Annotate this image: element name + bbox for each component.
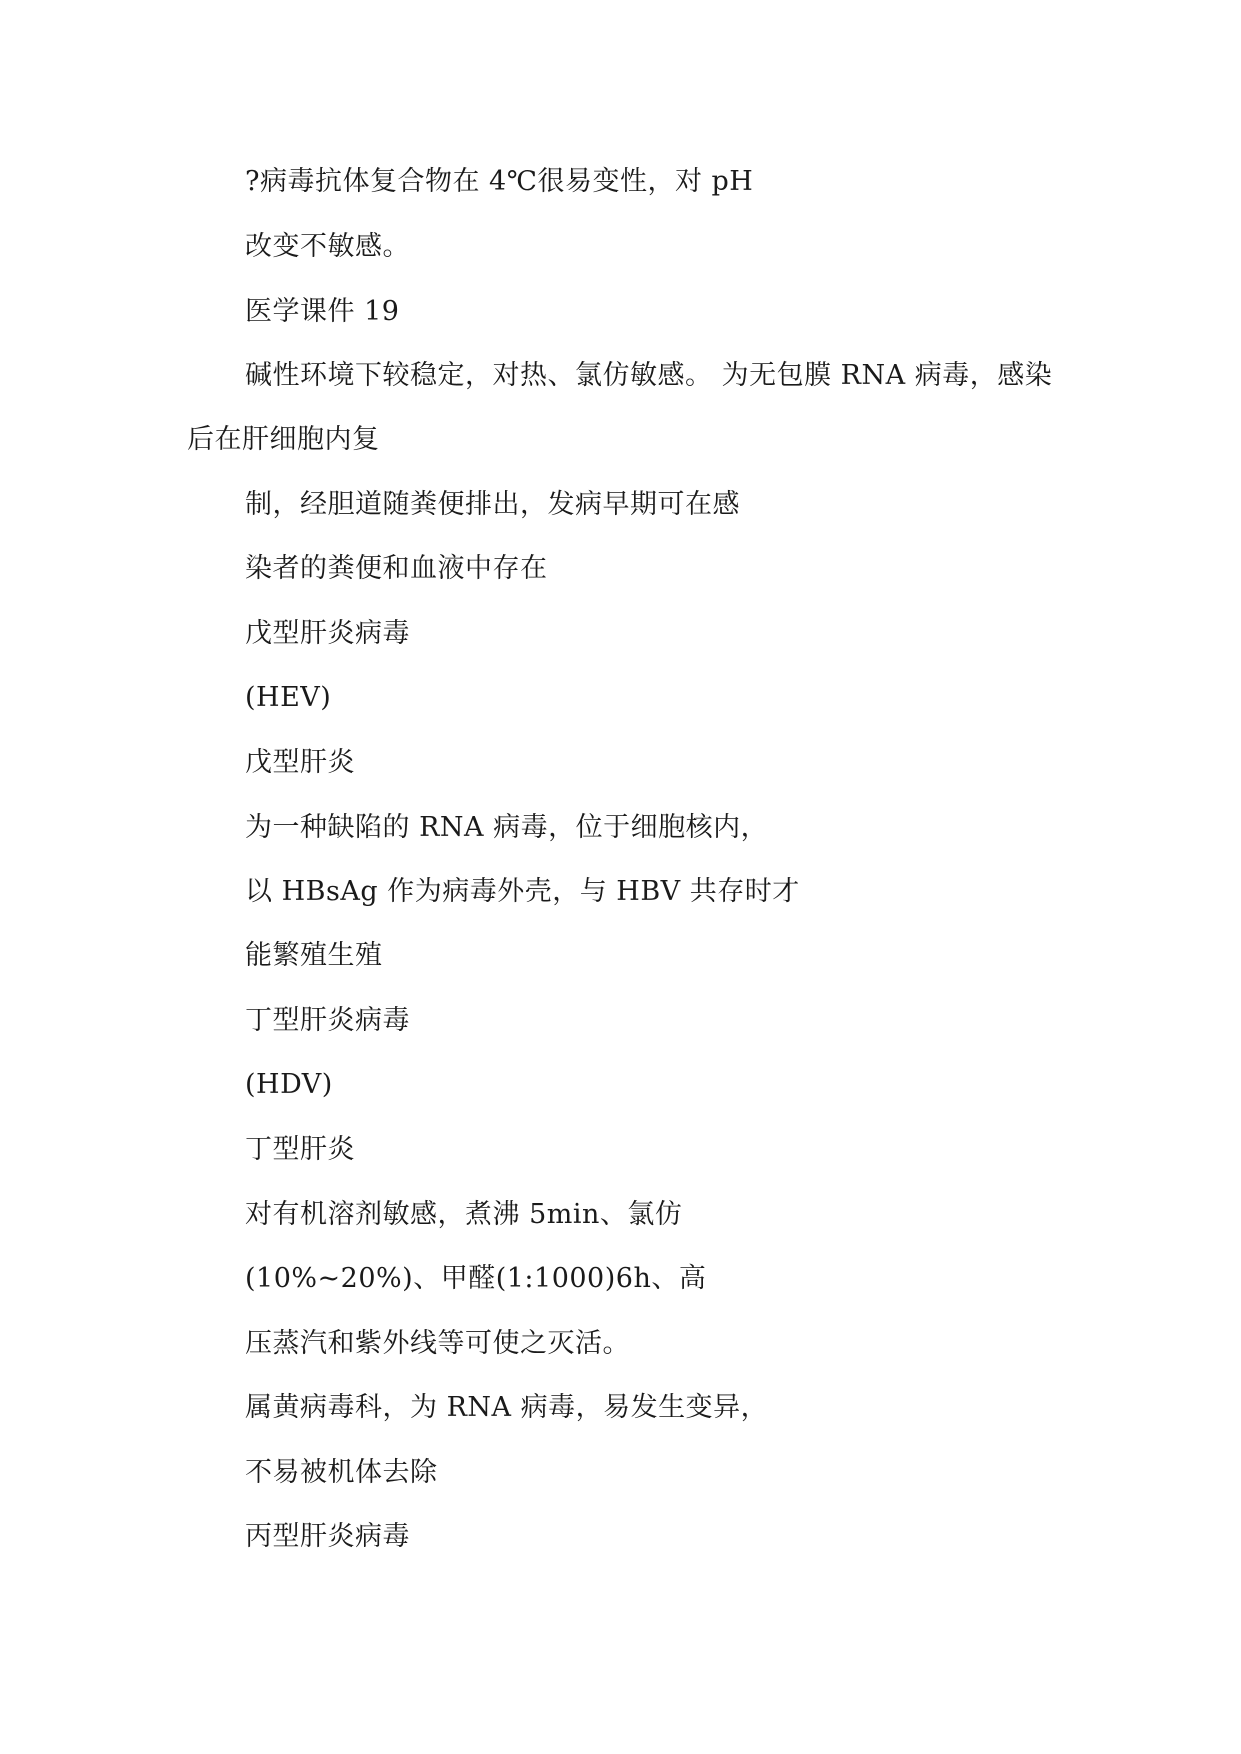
text-line: 改变不敏感。 [245,231,410,262]
text-line: ?病毒抗体复合物在 4℃很易变性，对 pH [245,166,754,197]
text-line: 碱性环境下较稳定，对热、氯仿敏感。 为无包膜 RNA 病毒，感染 [245,360,1053,391]
text-line: 医学课件 19 [245,296,400,327]
text-line: 属黄病毒科，为 RNA 病毒，易发生变异， [245,1392,769,1423]
text-line: 对有机溶剂敏感，煮沸 5min、氯仿 [245,1199,683,1230]
text-line: 能繁殖生殖 [245,940,383,971]
text-line: 丁型肝炎 [245,1134,355,1165]
text-line: 制，经胆道随粪便排出，发病早期可在感 [245,489,740,520]
section-heading: 丙型肝炎病毒 [245,1521,410,1552]
text-line: 压蒸汽和紫外线等可使之灭活。 [245,1328,630,1359]
text-line: 染者的粪便和血液中存在 [245,553,548,584]
section-heading: 戊型肝炎病毒 [245,618,410,649]
text-line: (10%~20%)、甲醛(1:1000)6h、高 [245,1263,707,1294]
text-line: 以 HBsAg 作为病毒外壳，与 HBV 共存时才 [245,876,800,907]
text-line: (HEV) [245,682,332,713]
text-line: (HDV) [245,1069,333,1100]
text-line: 为一种缺陷的 RNA 病毒，位于细胞核内， [245,812,769,843]
text-line: 后在肝细胞内复 [187,424,380,455]
text-line: 戊型肝炎 [245,747,355,778]
section-heading: 丁型肝炎病毒 [245,1005,410,1036]
text-line: 不易被机体去除 [245,1457,438,1488]
